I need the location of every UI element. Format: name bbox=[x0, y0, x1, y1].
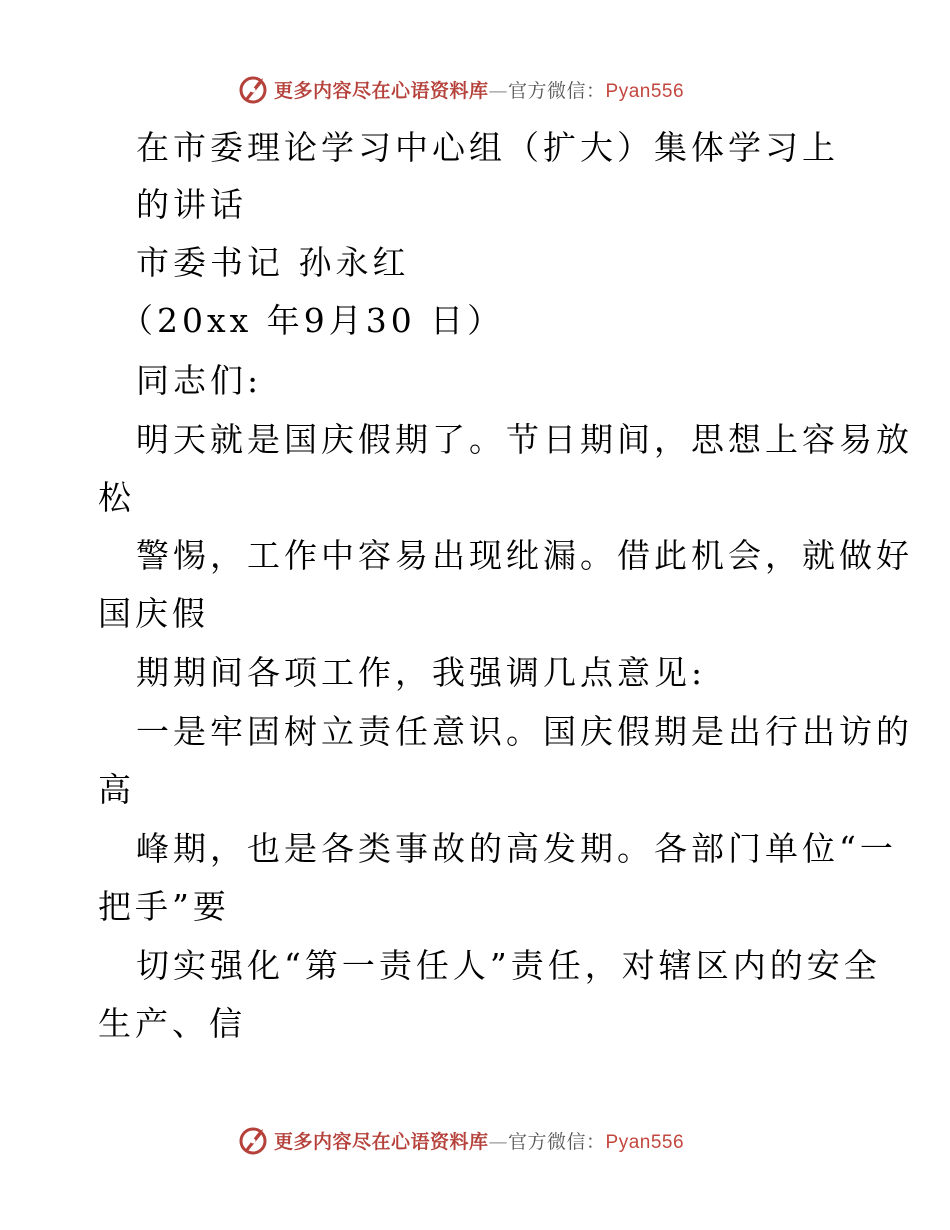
doc-line: 松 bbox=[98, 478, 135, 517]
footer-watermark bbox=[236, 1123, 684, 1157]
watermark-brand: 更多内容尽在心语资料库 bbox=[274, 1130, 489, 1153]
watermark-separator: — bbox=[488, 79, 509, 102]
pen-nib-circle-icon bbox=[236, 1123, 270, 1157]
doc-line: （20xx 年9月30 日） bbox=[120, 301, 505, 340]
watermark-wechat-id: Pyan556 bbox=[605, 80, 685, 102]
doc-line: 在市委理论学习中心组（扩大）集体学习上 bbox=[136, 128, 839, 167]
doc-line: 警惕，工作中容易出现纰漏。借此机会，就做好 bbox=[136, 536, 913, 575]
watermark-separator: — bbox=[488, 1130, 509, 1153]
doc-line: 峰期，也是各类事故的高发期。各部门单位“一 bbox=[136, 829, 897, 868]
doc-line: 市委书记 孙永红 bbox=[136, 243, 410, 282]
pen-nib-circle-icon bbox=[236, 72, 270, 106]
watermark-official-label: 官方微信： bbox=[508, 1130, 606, 1153]
watermark-text bbox=[274, 1127, 684, 1154]
doc-line: 高 bbox=[98, 770, 135, 809]
watermark-text bbox=[274, 76, 684, 103]
doc-line: 期期间各项工作，我强调几点意见: bbox=[136, 653, 707, 692]
doc-line: 切实强化“第一责任人”责任，对辖区内的安全 bbox=[136, 946, 881, 985]
watermark-wechat-id: Pyan556 bbox=[605, 1131, 685, 1153]
doc-line: 一是牢固树立责任意识。国庆假期是出行出访的 bbox=[136, 712, 913, 751]
doc-line: 明天就是国庆假期了。节日期间，思想上容易放 bbox=[136, 420, 913, 459]
watermark-official-label: 官方微信： bbox=[508, 79, 606, 102]
doc-line: 的讲话 bbox=[136, 185, 247, 224]
doc-line: 国庆假 bbox=[98, 594, 209, 633]
doc-line: 生产、信 bbox=[98, 1004, 246, 1043]
doc-line: 把手”要 bbox=[98, 887, 230, 926]
doc-line: 同志们: bbox=[136, 361, 263, 400]
watermark-brand: 更多内容尽在心语资料库 bbox=[274, 79, 489, 102]
header-watermark bbox=[236, 72, 684, 106]
